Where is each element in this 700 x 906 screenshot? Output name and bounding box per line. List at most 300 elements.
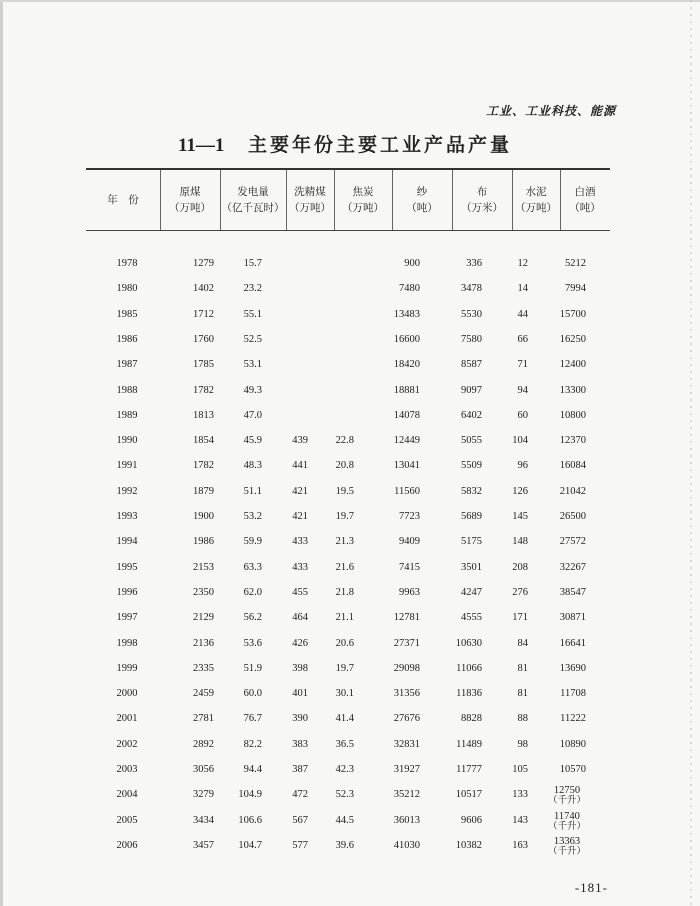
- cell-value: 44.5: [335, 814, 354, 826]
- row-year: [104, 562, 150, 573]
- table-row: [86, 381, 610, 405]
- cell-value: 4555: [461, 612, 482, 624]
- cell-1: [193, 764, 214, 775]
- cell-value: 31356: [393, 688, 420, 700]
- column-name: 洗精煤: [294, 186, 326, 198]
- table-row: [86, 811, 610, 835]
- cell-value: 10570: [559, 764, 586, 775]
- cell-2: [244, 612, 262, 623]
- row-year: [104, 309, 150, 320]
- cell-8: [560, 460, 586, 471]
- cell-value: 900: [404, 258, 420, 269]
- cell-value: 12400: [559, 359, 586, 371]
- cell-value: 21.6: [335, 561, 354, 573]
- cell-value: 71: [517, 359, 528, 371]
- table-header-rule: [86, 230, 610, 231]
- cell-8: [548, 785, 586, 806]
- cell-value: 5212: [565, 258, 586, 269]
- cell-value: 41030: [393, 839, 420, 851]
- cell-7: [518, 283, 529, 294]
- cell-value: 1989: [116, 409, 138, 421]
- table-title: [0, 130, 690, 157]
- cell-8: [560, 713, 586, 724]
- cell-value: 10800: [559, 409, 586, 421]
- cell-8: [560, 435, 586, 446]
- table-row: [86, 608, 610, 632]
- cell-8: [560, 562, 586, 573]
- row-year: [104, 612, 150, 623]
- cell-value: 6402: [461, 409, 482, 421]
- cell-value: 10630: [455, 637, 482, 649]
- cell-value: 18881: [393, 384, 420, 396]
- cell-1: [193, 815, 214, 826]
- cell-value: 81: [517, 688, 528, 700]
- cell-1: [193, 688, 214, 699]
- cell-7: [518, 663, 529, 674]
- cell-7: [518, 688, 529, 699]
- cell-value: 84: [517, 637, 528, 649]
- cell-value: 567: [292, 814, 308, 826]
- table-row: [86, 456, 610, 480]
- cell-3: [292, 486, 308, 497]
- column-unit: （万吨）: [515, 202, 557, 214]
- cell-value: 1900: [193, 511, 214, 522]
- cell-5: [394, 486, 420, 497]
- cell-value: 1782: [193, 460, 214, 472]
- row-year: [104, 486, 150, 497]
- cell-2: [244, 359, 262, 370]
- cell-6: [456, 789, 482, 800]
- cell-5: [394, 764, 420, 775]
- cell-value: 1712: [193, 308, 214, 320]
- cell-8: [560, 587, 586, 598]
- cell-value: 39.6: [335, 839, 354, 851]
- cell-value: 55.1: [243, 308, 262, 320]
- cell-7: [518, 359, 529, 370]
- cell-value: 19.5: [335, 485, 354, 497]
- cell-value: 2000: [116, 688, 138, 700]
- cell-value: 21042: [559, 485, 586, 497]
- cell-value: 81: [517, 662, 528, 674]
- cell-8: [565, 258, 586, 269]
- cell-value: 1996: [116, 586, 138, 598]
- cell-1: [193, 385, 214, 396]
- cell-1: [193, 435, 214, 446]
- cell-value: 60: [517, 409, 528, 421]
- cell-value: 7415: [399, 561, 420, 573]
- cell-5: [394, 460, 420, 471]
- cell-value: 27572: [559, 536, 586, 548]
- cell-value: 1854: [193, 435, 214, 447]
- cell-value: 390: [292, 713, 308, 725]
- cell-6: [466, 258, 482, 269]
- cell-value: 3478: [461, 283, 482, 295]
- cell-2: [244, 283, 262, 294]
- cell-3: [292, 764, 308, 775]
- cell-4: [336, 739, 354, 750]
- cell-5: [394, 688, 420, 699]
- cell-7: [518, 258, 529, 269]
- cell-value: 16084: [559, 460, 586, 472]
- cell-5: [394, 410, 420, 421]
- cell-value: 433: [292, 536, 308, 548]
- table-row: [86, 836, 610, 860]
- cell-7: [518, 739, 529, 750]
- cell-7: [512, 562, 528, 573]
- cell-value: 1990: [116, 435, 138, 447]
- cell-1: [193, 739, 214, 750]
- cell-value: 31927: [393, 764, 420, 775]
- cell-value: 36.5: [335, 738, 354, 750]
- cell-value: 148: [512, 536, 528, 548]
- cell-value: 421: [292, 511, 308, 522]
- cell-value: 5689: [461, 511, 482, 522]
- row-year: [104, 789, 150, 800]
- table-row: [86, 507, 610, 531]
- cell-value: 21.1: [335, 612, 354, 624]
- cell-value: 52.3: [335, 789, 354, 801]
- cell-value: 1997: [116, 612, 138, 624]
- cell-5: [394, 663, 420, 674]
- cell-value: 7723: [399, 511, 420, 522]
- cell-value: 1986: [116, 333, 138, 345]
- cell-4: [336, 486, 354, 497]
- cell-2: [244, 536, 262, 547]
- cell-value: 29098: [393, 662, 420, 674]
- cell-3: [292, 460, 308, 471]
- cell-value: 13690: [559, 662, 586, 674]
- cell-2: [244, 562, 262, 573]
- cell-value: 276: [512, 586, 528, 598]
- cell-5: [399, 283, 420, 294]
- running-head: 工业、工业科技、能源: [485, 104, 616, 118]
- cell-6: [461, 359, 482, 370]
- row-year: [104, 460, 150, 471]
- cell-2: [244, 638, 262, 649]
- cell-value: 32831: [393, 738, 420, 750]
- cell-value: 45.9: [243, 435, 262, 447]
- cell-value: 2781: [193, 713, 214, 725]
- cell-value: 13300: [559, 384, 586, 396]
- row-year: [104, 258, 150, 269]
- cell-value: 98: [517, 738, 528, 750]
- cell-3: [292, 663, 308, 674]
- cell-value: 26500: [559, 511, 586, 522]
- cell-6: [461, 460, 482, 471]
- cell-7: [512, 587, 528, 598]
- cell-value: 1980: [116, 283, 138, 295]
- cell-value: 1985: [116, 308, 138, 320]
- cell-3: [292, 713, 308, 724]
- cell-value: 143: [512, 814, 528, 826]
- cell-value: 63.3: [243, 561, 262, 573]
- cell-6: [456, 840, 482, 851]
- cell-value: 439: [292, 435, 308, 447]
- cell-value: 18420: [393, 359, 420, 371]
- cell-value: 13041: [393, 460, 420, 472]
- cell-7: [518, 638, 529, 649]
- cell-1: [193, 511, 214, 522]
- cell-7: [512, 789, 528, 800]
- cell-value: 30.1: [335, 688, 354, 700]
- cell-value: 9097: [461, 384, 482, 396]
- row-year: [104, 764, 150, 775]
- cell-value: 1813: [193, 409, 214, 421]
- cell-1: [193, 460, 214, 471]
- cell-value: 426: [292, 637, 308, 649]
- row-year: [104, 713, 150, 724]
- cell-5: [394, 840, 420, 851]
- cell-value: 12750: [553, 785, 581, 797]
- cell-2: [238, 840, 262, 851]
- cell-value: 104.7: [238, 839, 262, 851]
- cell-3: [292, 638, 308, 649]
- cell-4: [336, 435, 354, 446]
- cell-6: [461, 612, 482, 623]
- cell-value: 1988: [116, 384, 138, 396]
- cell-7: [518, 385, 529, 396]
- cell-value: 5055: [461, 435, 482, 447]
- cell-value: 3501: [461, 561, 482, 573]
- cell-5: [394, 739, 420, 750]
- cell-value: 19.7: [335, 662, 354, 674]
- cell-3: [292, 688, 308, 699]
- cell-4: [336, 562, 354, 573]
- cell-2: [244, 587, 262, 598]
- cell-1: [193, 612, 214, 623]
- cell-5: [394, 435, 420, 446]
- cell-value: 48.3: [243, 460, 262, 472]
- column-name: 原煤: [179, 186, 201, 198]
- column-unit: （万吨）: [169, 202, 211, 214]
- cell-value: 47.0: [243, 409, 262, 421]
- column-unit: （万吨）: [342, 202, 384, 214]
- cell-6: [456, 638, 482, 649]
- cell-value: 1978: [116, 258, 138, 269]
- cell-value: 20.6: [335, 637, 354, 649]
- cell-value: 16600: [393, 333, 420, 345]
- cell-3: [292, 815, 308, 826]
- cell-value: 1782: [193, 384, 214, 396]
- cell-7: [512, 612, 528, 623]
- cell-5: [394, 638, 420, 649]
- cell-2: [244, 511, 262, 522]
- cell-5: [399, 536, 420, 547]
- cell-value: 13483: [393, 308, 420, 320]
- cell-3: [292, 840, 308, 851]
- column-name: 白酒: [574, 186, 596, 198]
- cell-1: [193, 562, 214, 573]
- cell-1: [193, 789, 214, 800]
- column-header-5: [392, 170, 452, 230]
- table-row: [86, 735, 610, 759]
- cell-value: 3056: [193, 764, 214, 775]
- cell-value: 27676: [393, 713, 420, 725]
- cell-value: 41.4: [335, 713, 354, 725]
- cell-value: 2003: [116, 764, 138, 775]
- cell-value: 94: [517, 384, 528, 396]
- cell-7: [518, 309, 529, 320]
- cell-6: [461, 385, 482, 396]
- column-header-0: [86, 170, 160, 230]
- cell-value: 59.9: [243, 536, 262, 548]
- cell-1: [193, 587, 214, 598]
- cell-3: [292, 511, 308, 522]
- cell-1: [193, 258, 214, 269]
- cell-value: 60.0: [243, 688, 262, 700]
- column-header-6: [452, 170, 512, 230]
- cell-value: 4247: [461, 586, 482, 598]
- header-divider: [286, 170, 287, 230]
- cell-8: [560, 410, 586, 421]
- cell-value: 1785: [193, 359, 214, 371]
- cell-6: [461, 562, 482, 573]
- table-row: [86, 406, 610, 430]
- cell-3: [292, 435, 308, 446]
- cell-3: [292, 562, 308, 573]
- cell-8: [548, 811, 586, 832]
- cell-value: 106.6: [238, 814, 262, 826]
- cell-2: [244, 460, 262, 471]
- cell-value: 96: [517, 460, 528, 472]
- cell-7: [512, 536, 528, 547]
- cell-1: [193, 486, 214, 497]
- cell-4: [336, 789, 354, 800]
- cell-8: [560, 334, 586, 345]
- table-row: [86, 659, 610, 683]
- cell-7: [512, 435, 528, 446]
- cell-2: [244, 688, 262, 699]
- cell-5: [399, 587, 420, 598]
- cell-value: 1994: [116, 536, 138, 548]
- column-header-2: [220, 170, 286, 230]
- cell-7: [518, 460, 529, 471]
- cell-1: [193, 663, 214, 674]
- cell-value: 53.1: [243, 359, 262, 371]
- cell-value: 398: [292, 662, 308, 674]
- cell-value: 11777: [456, 764, 482, 775]
- row-year: [104, 663, 150, 674]
- cell-value: 82.2: [243, 738, 262, 750]
- cell-value: 1760: [193, 333, 214, 345]
- cell-5: [394, 385, 420, 396]
- cell-1: [193, 840, 214, 851]
- cell-5: [394, 334, 420, 345]
- cell-6: [461, 309, 482, 320]
- cell-value: 53.6: [243, 637, 262, 649]
- row-year: [104, 435, 150, 446]
- cell-value: 11222: [560, 713, 586, 725]
- table-row: [86, 431, 610, 455]
- cell-2: [238, 789, 262, 800]
- column-header-8: [560, 170, 610, 230]
- cell-value: 2892: [193, 738, 214, 750]
- cell-4: [336, 688, 354, 699]
- cell-value: 1992: [116, 485, 138, 497]
- cell-value: 1986: [193, 536, 214, 548]
- table-row: [86, 583, 610, 607]
- cell-2: [244, 739, 262, 750]
- cell-value: 21.3: [335, 536, 354, 548]
- cell-8: [560, 638, 586, 649]
- cell-value: 104.9: [238, 789, 262, 801]
- cell-3: [292, 612, 308, 623]
- cell-6: [456, 739, 482, 750]
- cell-2: [244, 435, 262, 446]
- cell-6: [461, 283, 482, 294]
- cell-1: [193, 334, 214, 345]
- row-year: [104, 536, 150, 547]
- table-row: [86, 279, 610, 303]
- column-unit: （万米）: [461, 202, 503, 214]
- cell-value: 2002: [116, 738, 138, 750]
- cell-8: [560, 511, 586, 522]
- cell-8: [560, 688, 586, 699]
- cell-value: 105: [512, 764, 528, 775]
- cell-value: 2004: [116, 789, 138, 801]
- cell-value: 20.8: [335, 460, 354, 472]
- cell-2: [244, 663, 262, 674]
- cell-value: 9606: [461, 814, 482, 826]
- column-header-1: [160, 170, 220, 230]
- cell-8: [560, 486, 586, 497]
- table-row: [86, 634, 610, 658]
- cell-2: [244, 486, 262, 497]
- header-divider: [334, 170, 335, 230]
- cell-4: [336, 663, 354, 674]
- cell-value: 7480: [399, 283, 420, 295]
- cell-value: 10890: [559, 738, 586, 750]
- cell-1: [193, 283, 214, 294]
- table-title-text: 主要年份主要工业产品产量: [248, 134, 513, 156]
- cell-value: 421: [292, 485, 308, 497]
- cell-value: 441: [292, 460, 308, 472]
- cell-value: 35212: [393, 789, 420, 801]
- cell-3: [292, 587, 308, 598]
- column-header-4: [334, 170, 392, 230]
- cell-4: [336, 460, 354, 471]
- cell-value: 44: [517, 308, 528, 320]
- cell-value: 11740: [554, 810, 580, 822]
- cell-value: 2136: [193, 637, 214, 649]
- cell-value: 1402: [193, 283, 214, 295]
- cell-value: 455: [292, 586, 308, 598]
- table-row: [86, 532, 610, 556]
- cell-7: [512, 815, 528, 826]
- column-name: 纱: [416, 186, 428, 198]
- cell-value: 11836: [456, 688, 482, 700]
- unit-note: （千升）: [547, 795, 586, 807]
- header-divider: [160, 170, 161, 230]
- cell-5: [394, 359, 420, 370]
- cell-value: 88: [517, 713, 528, 725]
- cell-value: 22.8: [335, 435, 354, 447]
- column-unit: （吨）: [569, 202, 601, 214]
- cell-3: [292, 536, 308, 547]
- cell-value: 32267: [559, 561, 586, 573]
- cell-6: [461, 511, 482, 522]
- cell-value: 94.4: [243, 764, 262, 775]
- cell-value: 49.3: [243, 384, 262, 396]
- cell-value: 12: [517, 258, 528, 269]
- cell-value: 5832: [461, 485, 482, 497]
- cell-value: 133: [512, 789, 528, 801]
- header-divider: [452, 170, 453, 230]
- cell-value: 171: [512, 612, 528, 624]
- cell-value: 3279: [193, 789, 214, 801]
- unit-note: （千升）: [547, 820, 586, 832]
- cell-8: [560, 309, 586, 320]
